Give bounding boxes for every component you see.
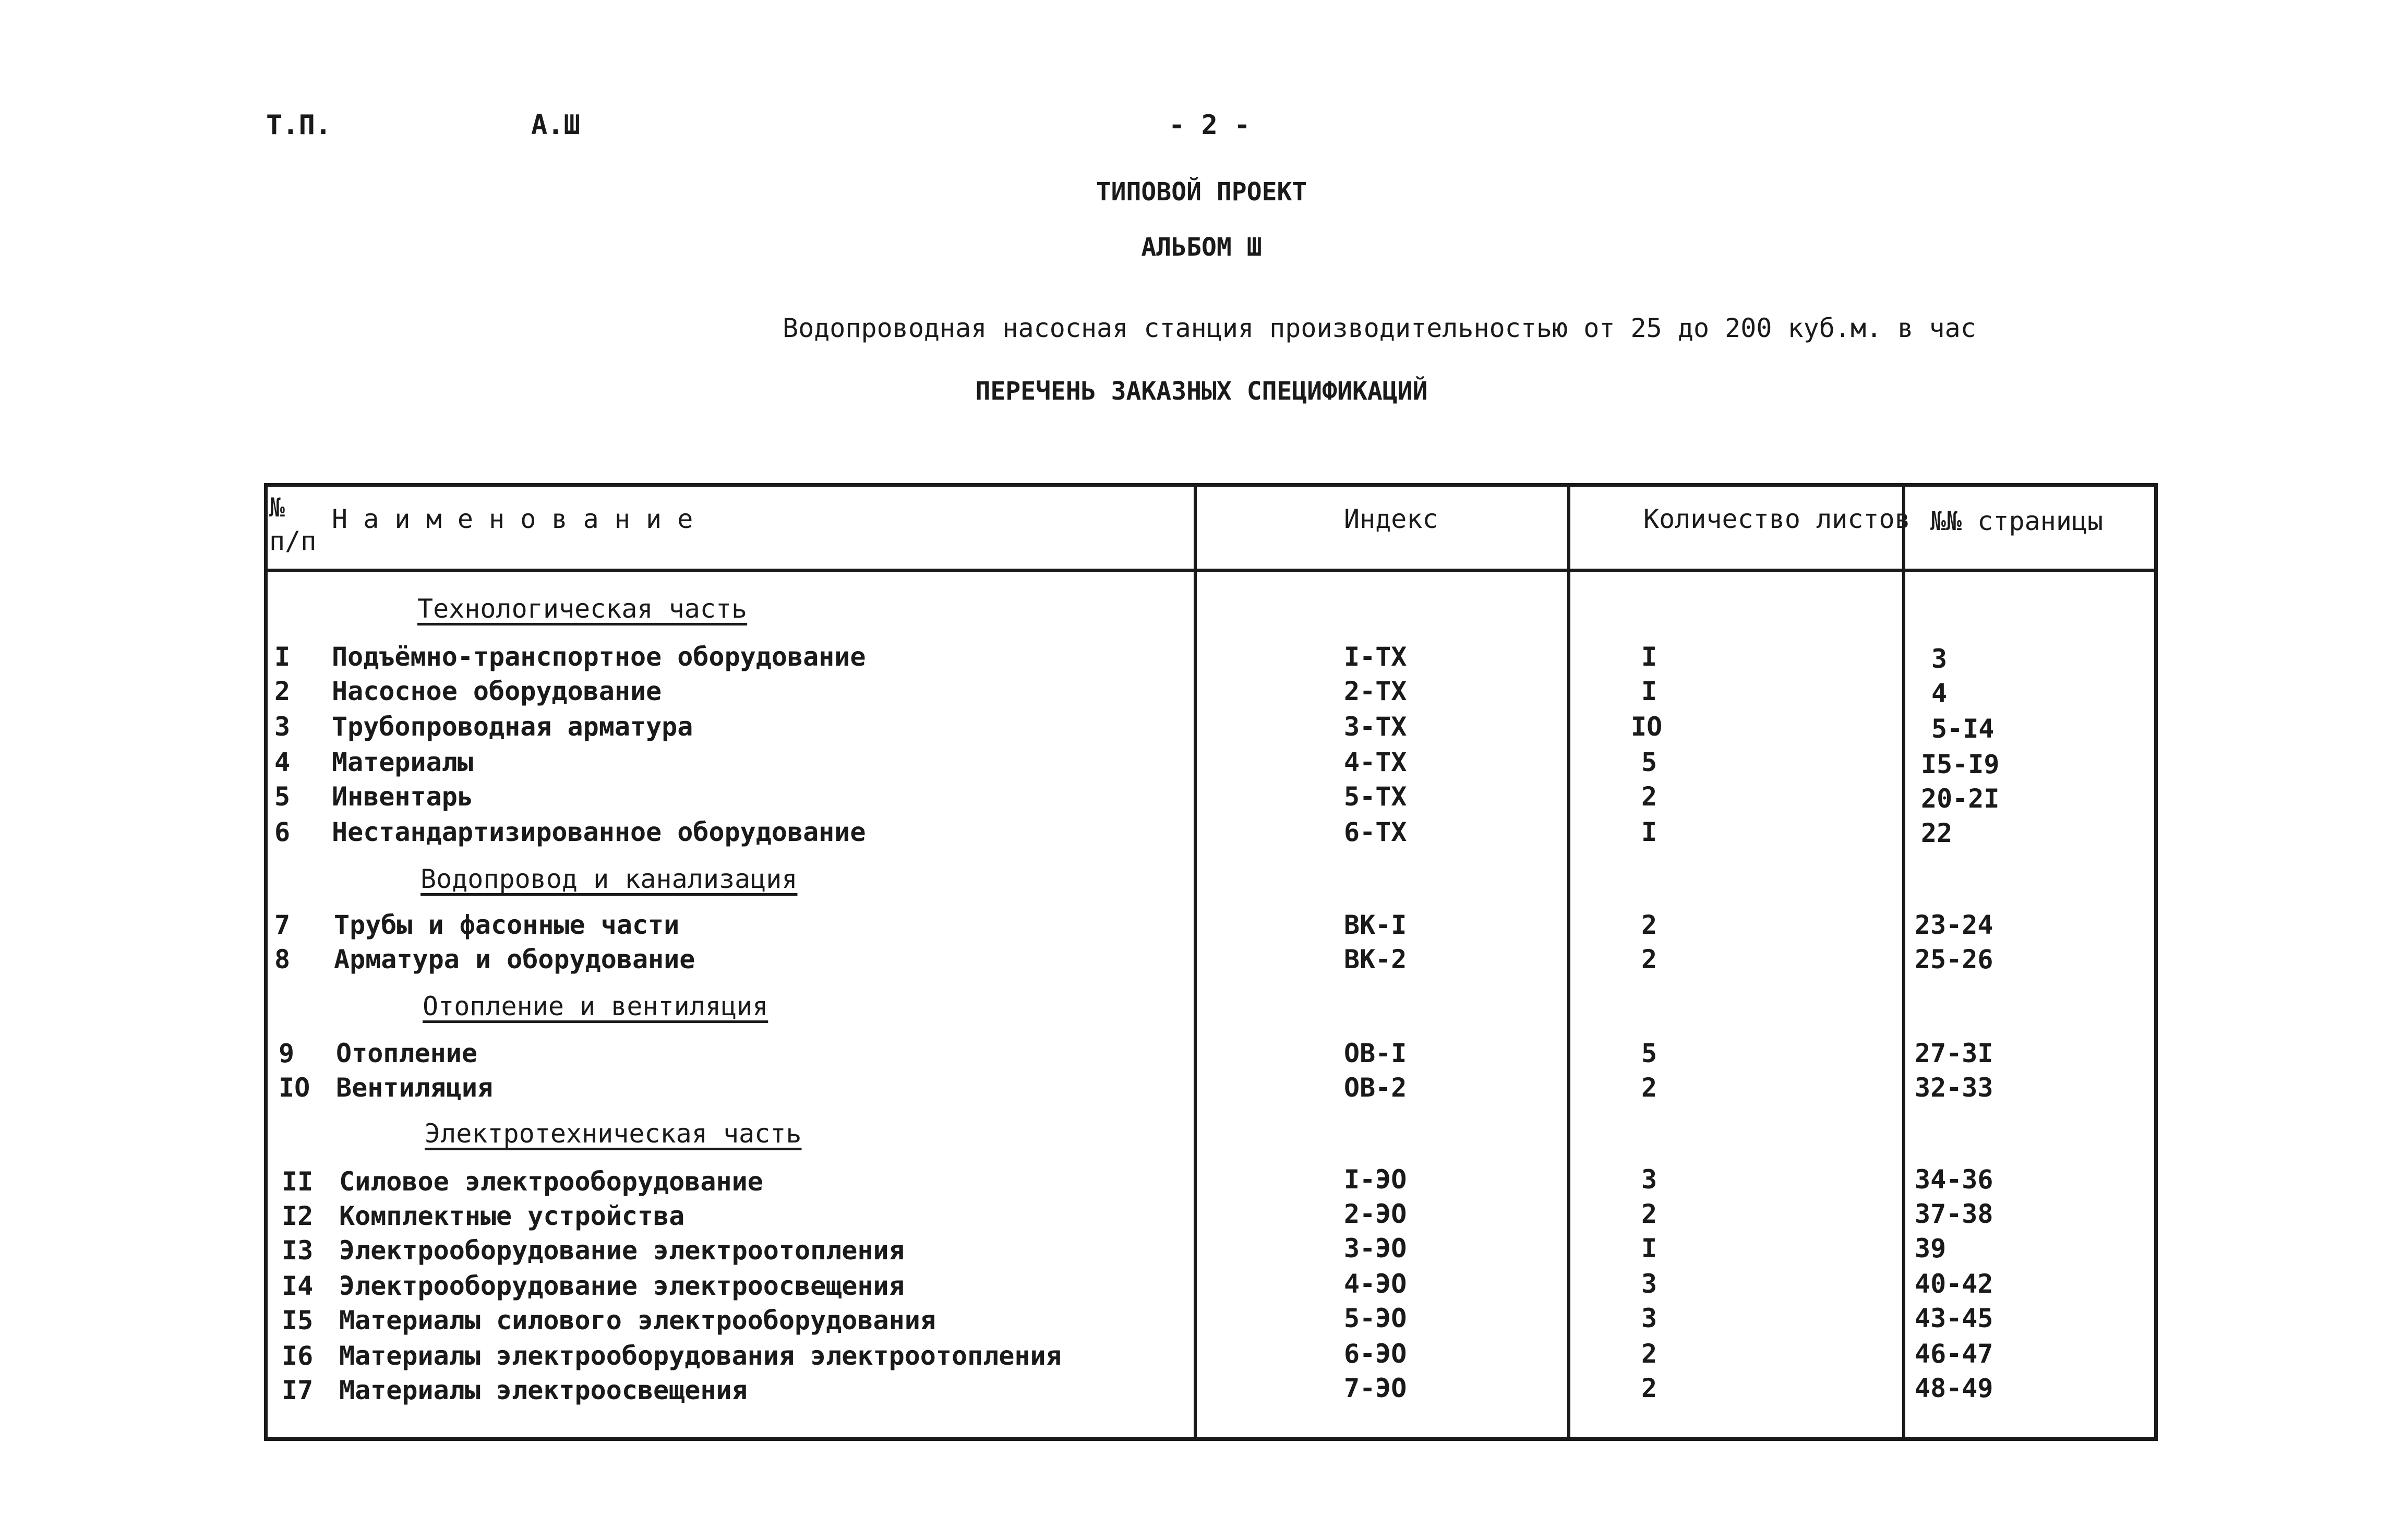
section-heating-ventilation: Отопление и вентиляция <box>423 991 768 1021</box>
row-13-num: I3 <box>282 1235 314 1266</box>
col-divider-pages <box>1902 483 1905 1441</box>
row-12-sheets: 2 <box>1641 1199 1657 1229</box>
row-5-sheets: 2 <box>1641 781 1657 812</box>
row-10-name: Вентиляция <box>336 1073 494 1103</box>
header-divider <box>264 569 2158 572</box>
row-8-pages: 25-26 <box>1915 944 1993 974</box>
project-subtitle: Водопроводная насосная станция производительностью от 25 до 200 куб.м. в час <box>783 313 1976 343</box>
row-11-sheets: 3 <box>1641 1164 1657 1195</box>
row-11-name: Силовое электрооборудование <box>339 1166 763 1197</box>
row-1-name: Подъёмно-транспортное оборудование <box>332 642 866 672</box>
project-title: ТИПОВОЙ ПРОЕКТ <box>1096 177 1307 207</box>
row-4-sheets: 5 <box>1641 747 1657 777</box>
row-9-name: Отопление <box>336 1038 477 1068</box>
row-9-num: 9 <box>279 1038 295 1068</box>
section-electrical: Электротехническая часть <box>425 1118 802 1149</box>
row-1-pages: 3 <box>1931 644 1948 674</box>
row-9-sheets: 5 <box>1641 1038 1657 1068</box>
row-15-name: Материалы силового электрооборудования <box>339 1305 936 1336</box>
row-7-num: 7 <box>274 910 291 940</box>
row-10-num: IO <box>279 1073 310 1103</box>
row-6-name: Нестандартизированное оборудование <box>332 817 866 847</box>
row-17-num: I7 <box>282 1375 314 1405</box>
row-10-sheets: 2 <box>1641 1073 1657 1103</box>
row-5-pages: 20-2I <box>1921 784 2000 814</box>
row-13-sheets: I <box>1641 1233 1657 1264</box>
row-15-pages: 43-45 <box>1915 1303 1993 1333</box>
row-16-num: I6 <box>282 1341 314 1371</box>
row-14-num: I4 <box>282 1271 314 1301</box>
row-14-index: 4-ЭО <box>1344 1269 1407 1299</box>
row-3-name: Трубопроводная арматура <box>332 712 693 742</box>
row-11-num: II <box>282 1166 314 1197</box>
row-3-pages: 5-I4 <box>1931 714 1995 744</box>
row-7-pages: 23-24 <box>1915 910 1993 940</box>
row-14-pages: 40-42 <box>1915 1269 1993 1299</box>
row-2-name: Насосное оборудование <box>332 676 662 706</box>
row-12-index: 2-ЭО <box>1344 1199 1407 1229</box>
row-7-name: Трубы и фасонные части <box>334 910 680 940</box>
row-15-sheets: 3 <box>1641 1303 1657 1333</box>
row-4-index: 4-ТХ <box>1344 747 1407 777</box>
row-13-pages: 39 <box>1915 1233 1947 1264</box>
row-8-name: Арматура и оборудование <box>334 944 695 974</box>
row-4-name: Материалы <box>332 747 473 777</box>
col-divider-index <box>1194 483 1197 1441</box>
row-17-index: 7-ЭО <box>1344 1373 1407 1403</box>
row-8-num: 8 <box>274 944 291 974</box>
row-1-num: I <box>274 642 291 672</box>
row-5-index: 5-ТХ <box>1344 781 1407 812</box>
row-11-pages: 34-36 <box>1915 1164 1993 1195</box>
row-12-num: I2 <box>282 1201 314 1231</box>
row-17-name: Материалы электроосвещения <box>339 1375 748 1405</box>
row-1-sheets: I <box>1641 642 1657 672</box>
row-4-pages: I5-I9 <box>1921 749 2000 779</box>
row-15-index: 5-ЭО <box>1344 1303 1407 1333</box>
row-5-name: Инвентарь <box>332 781 473 812</box>
header-code: Т.П. <box>266 110 332 141</box>
album-title: АЛЬБОМ Ш <box>1141 233 1262 262</box>
row-4-num: 4 <box>274 747 291 777</box>
row-2-num: 2 <box>274 676 291 706</box>
row-17-sheets: 2 <box>1641 1373 1657 1403</box>
row-1-index: I-ТХ <box>1344 642 1407 672</box>
row-12-pages: 37-38 <box>1915 1199 1993 1229</box>
row-14-name: Электрооборудование электроосвещения <box>339 1271 905 1301</box>
row-16-pages: 46-47 <box>1915 1339 1993 1369</box>
row-2-index: 2-ТХ <box>1344 676 1407 706</box>
row-6-index: 6-ТХ <box>1344 817 1407 847</box>
col-header-name: Н а и м е н о в а н и е <box>332 504 693 534</box>
col-header-num-bottom: п/п <box>269 526 317 556</box>
row-17-pages: 48-49 <box>1915 1373 1993 1403</box>
row-5-num: 5 <box>274 781 291 812</box>
row-10-pages: 32-33 <box>1915 1073 1993 1103</box>
row-14-sheets: 3 <box>1641 1269 1657 1299</box>
row-11-index: I-ЭО <box>1344 1164 1407 1195</box>
col-header-index: Индекс <box>1344 504 1438 534</box>
header-album: А.Ш <box>531 110 580 141</box>
list-title: ПЕРЕЧЕНЬ ЗАКАЗНЫХ СПЕЦИФИКАЦИЙ <box>975 377 1428 406</box>
section-water-sewerage: Водопровод и канализация <box>420 864 798 894</box>
row-7-sheets: 2 <box>1641 910 1657 940</box>
row-15-num: I5 <box>282 1305 314 1336</box>
col-header-num-top: № <box>269 492 285 523</box>
row-6-pages: 22 <box>1921 818 1953 848</box>
row-9-index: ОВ-I <box>1344 1038 1407 1068</box>
row-9-pages: 27-3I <box>1915 1038 1993 1068</box>
row-2-sheets: I <box>1641 676 1657 706</box>
page-number: - 2 - <box>1169 110 1251 141</box>
row-13-index: 3-ЭО <box>1344 1233 1407 1264</box>
row-16-sheets: 2 <box>1641 1339 1657 1369</box>
section-technological: Технологическая часть <box>417 594 748 624</box>
row-12-name: Комплектные устройства <box>339 1201 685 1231</box>
row-13-name: Электрооборудование электроотопления <box>339 1235 905 1266</box>
row-6-sheets: I <box>1641 817 1657 847</box>
col-header-pages: №№ страницы <box>1930 506 2104 536</box>
row-16-index: 6-ЭО <box>1344 1339 1407 1369</box>
row-7-index: ВК-I <box>1344 910 1407 940</box>
row-8-index: ВК-2 <box>1344 944 1407 974</box>
row-3-index: 3-ТХ <box>1344 712 1407 742</box>
row-16-name: Материалы электрооборудования электроотопления <box>339 1341 1062 1371</box>
col-divider-sheets <box>1567 483 1570 1441</box>
row-3-sheets: IO <box>1631 712 1663 742</box>
row-2-pages: 4 <box>1931 678 1948 708</box>
row-3-num: 3 <box>274 712 291 742</box>
col-header-sheets: Количество листов <box>1643 504 1911 534</box>
row-6-num: 6 <box>274 817 291 847</box>
row-8-sheets: 2 <box>1641 944 1657 974</box>
row-10-index: ОВ-2 <box>1344 1073 1407 1103</box>
